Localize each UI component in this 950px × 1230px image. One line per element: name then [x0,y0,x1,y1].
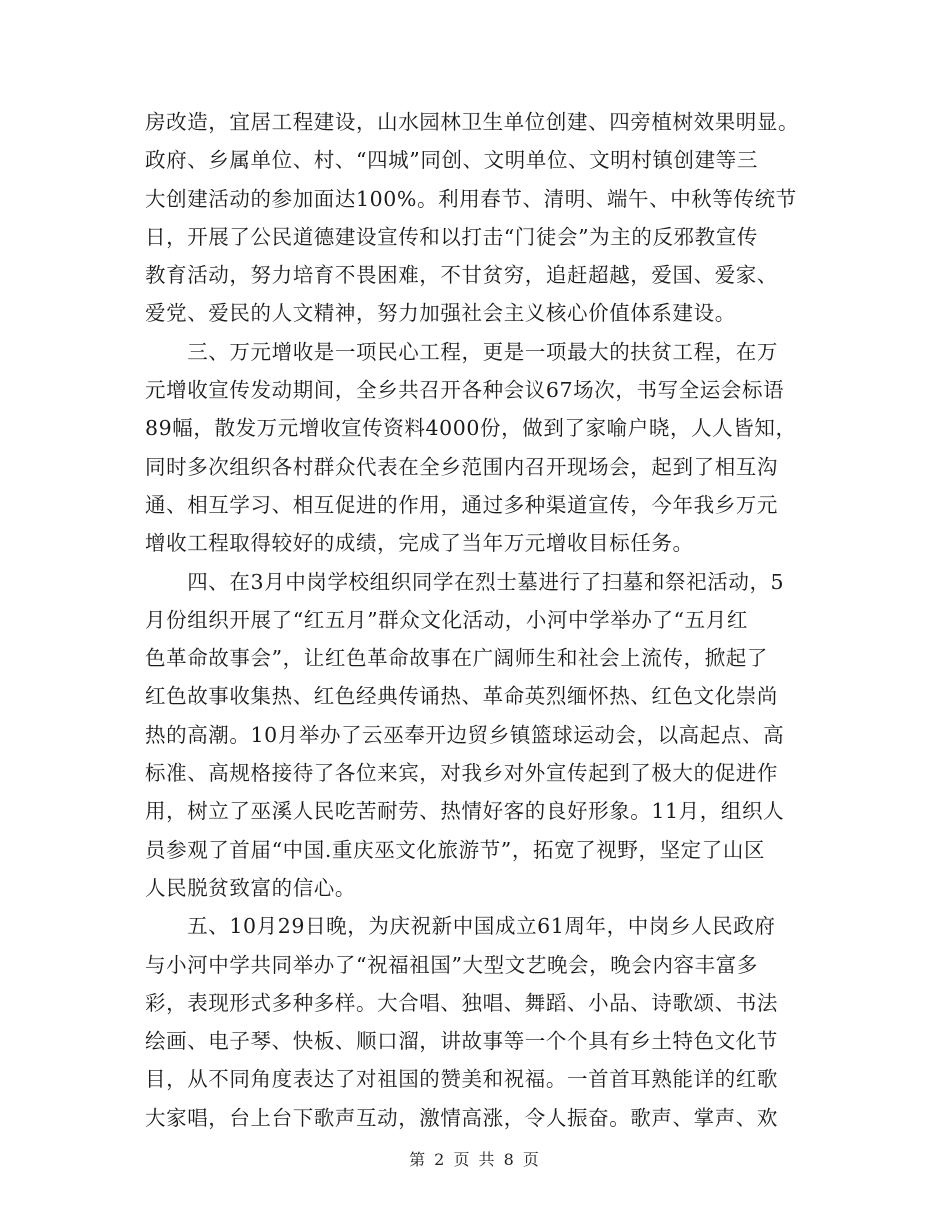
text-line: 日，开展了公民道德建设宣传和以打击“门徒会”为主的反邪教宣传 [145,224,758,249]
text-line: 用，树立了巫溪人民吃苦耐劳、热情好客的良好形象。11月，组织人 [145,799,785,824]
document-body [145,103,807,1137]
text-line: 目，从不同角度表达了对祖国的赞美和祝福。一首首耳熟能详的红歌 [145,1067,778,1092]
text-line: 彩，表现形式多种多样。大合唱、独唱、舞蹈、小品、诗歌颂、书法 [145,990,778,1015]
text-line: 政府、乡属单位、村、“四城”同创、文明单位、文明村镇创建等三 [145,148,758,173]
text-line: 绘画、电子琴、快板、顺口溜，讲故事等一个个具有乡土特色文化节 [145,1029,778,1054]
text-line: 爱党、爱民的人文精神，努力加强社会主义核心价值体系建设。 [145,301,736,326]
text-line: 大创建活动的参加面达100%。利用春节、清明、端午、中秋等传统节 [145,186,797,211]
text-line: 人民脱贫致富的信心。 [145,875,356,900]
text-line: 四、在3月中岗学校组织同学在烈士墓进行了扫墓和祭祀活动，5 [145,569,785,594]
text-line: 红色故事收集热、红色经典传诵热、革命英烈缅怀热、红色文化崇尚 [145,684,778,709]
text-line: 员参观了首届“中国.重庆巫文化旅游节”，拓宽了视野，坚定了山区 [145,837,766,862]
text-line: 89幅，散发万元增收宣传资料4000份，做到了家喻户晓，人人皆知， [145,416,797,441]
text-line: 增收工程取得较好的成绩，完成了当年万元增收目标任务。 [145,531,694,556]
text-line: 三、万元增收是一项民心工程，更是一项最大的扶贫工程，在万 [145,339,778,364]
text-line: 教育活动，努力培育不畏困难，不甘贫穷，追赶超越，爱国、爱家、 [145,263,778,288]
page-number-label: 第 2 页 共 8 页 [409,1150,541,1169]
text-line: 元增收宣传发动期间，全乡共召开各种会议67场次，书写全运会标语 [145,378,785,403]
text-line: 色革命故事会”，让红色革命故事在广阔师生和社会上流传，掀起了 [145,646,768,671]
text-line: 同时多次组织各村群众代表在全乡范围内召开现场会，起到了相互沟 [145,454,778,479]
text-line: 五、10月29日晚，为庆祝新中国成立61周年，中岗乡人民政府 [145,914,776,939]
text-line: 大家唱，台上台下歌声互动，激情高涨，令人振奋。歌声、掌声、欢 [145,1105,778,1130]
text-line: 热的高潮。10月举办了云巫奉开边贸乡镇篮球运动会，以高起点、高 [145,722,785,747]
page-footer [0,1150,950,1170]
text-line: 通、相互学习、相互促进的作用，通过多种渠道宣传，今年我乡万元 [145,492,778,517]
text-line: 房改造，宜居工程建设，山水园林卫生单位创建、四旁植树效果明显。 [145,110,800,134]
text-line: 标准、高规格接待了各位来宾，对我乡对外宣传起到了极大的促进作 [145,761,778,786]
text-line: 与小河中学共同举办了“祝福祖国”大型文艺晚会，晚会内容丰富多 [145,952,758,977]
text-line: 月份组织开展了“红五月”群众文化活动，小河中学举办了“五月红 [145,607,748,632]
